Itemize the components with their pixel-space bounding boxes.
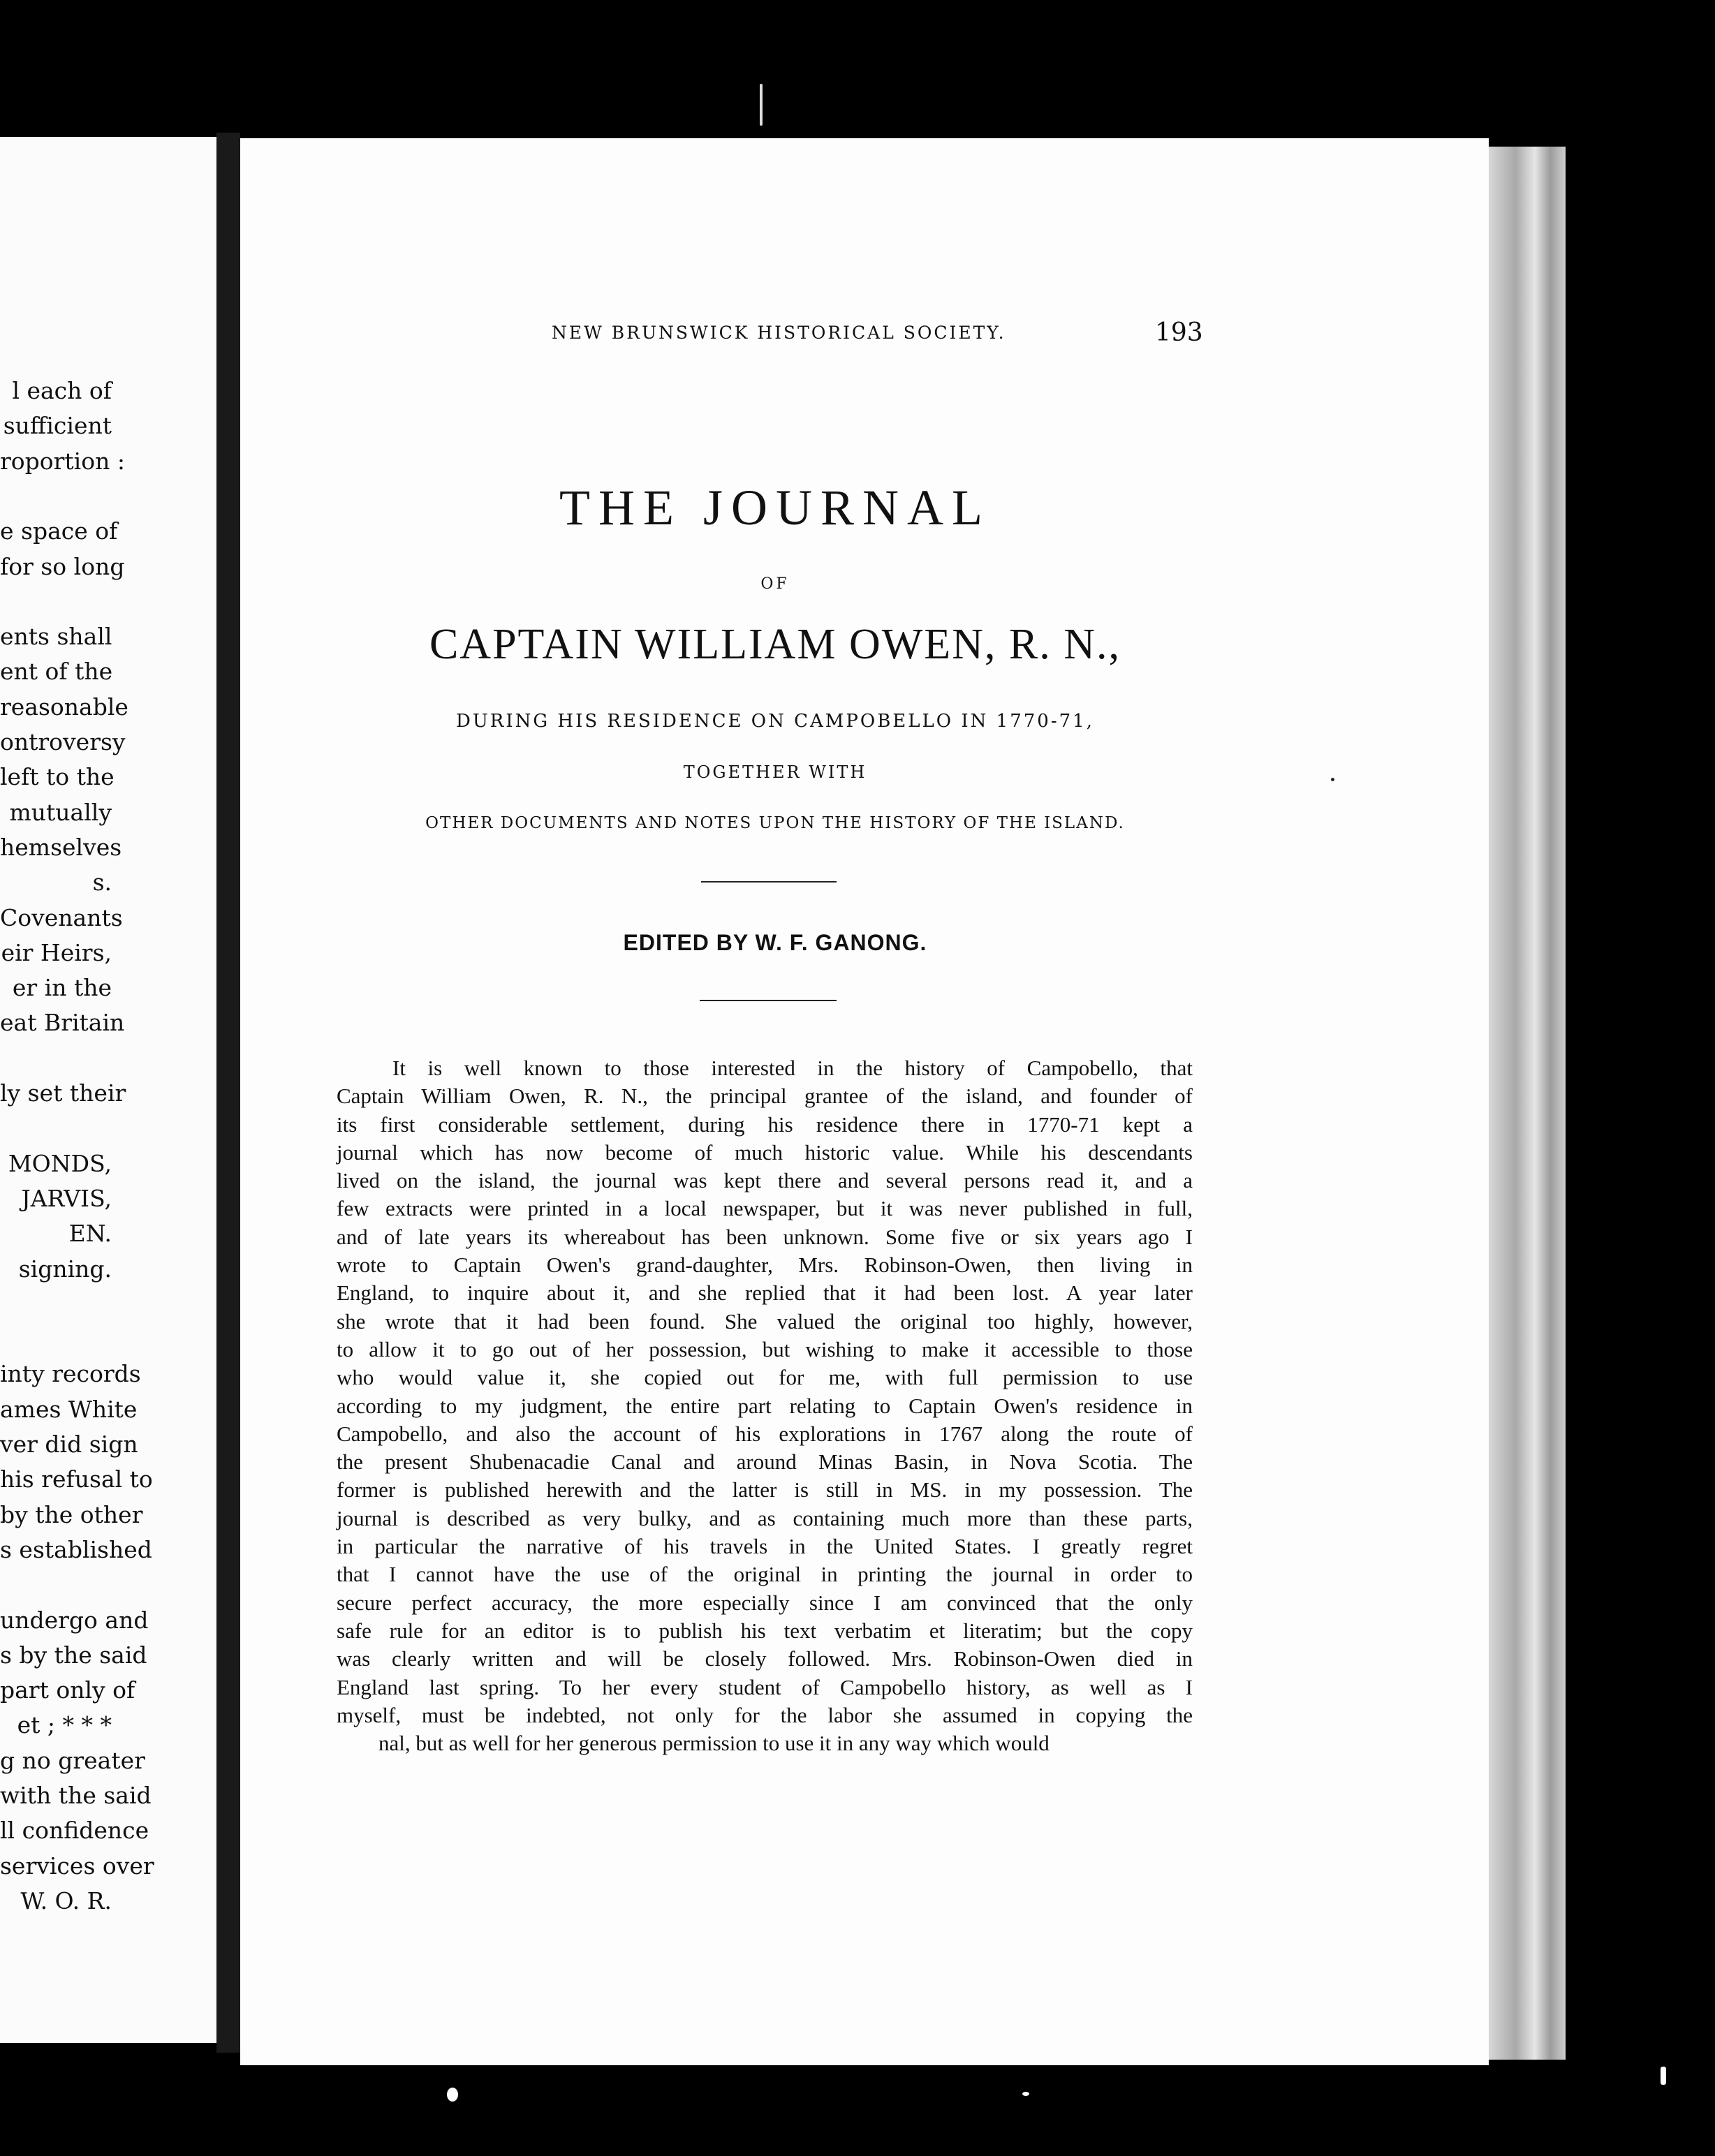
left-page-line: MONDS, <box>8 1149 112 1177</box>
left-page-line: hemselves <box>0 833 122 861</box>
left-page-line: s. <box>92 869 112 896</box>
body-line: secure perfect accuracy, the more especially since I am convinced that the only <box>337 1590 1193 1615</box>
body-line: that I cannot have the use of the original in printing the journal in order to <box>337 1562 1193 1587</box>
left-page-line: et ; * * * <box>17 1711 112 1739</box>
body-line: wrote to Captain Owen's grand-daughter, Mrs. Robinson-Owen, then living in <box>337 1253 1193 1278</box>
body-line: journal which has now become of much historic value. While his descendants <box>337 1139 1193 1165</box>
divider-rule-top <box>701 881 837 883</box>
title-other: OTHER DOCUMENTS AND NOTES UPON THE HISTORY OF THE ISLAND. <box>425 814 1125 832</box>
body-line: England, to inquire about it, and she replied that it had been lost. A year later <box>337 1280 1193 1306</box>
editor-credit: EDITED BY W. F. GANONG. <box>623 930 927 955</box>
body-line: according to my judgment, the entire part relating to Captain Owen's residence in <box>337 1393 1193 1418</box>
body-line: who would value it, she copied out for me, with full permission to use <box>337 1365 1193 1390</box>
left-facing-page <box>0 137 216 2043</box>
body-line: was clearly written and will be closely followed. Mrs. Robinson-Owen died in <box>337 1646 1193 1671</box>
body-line: Captain William Owen, R. N., the principal grantee of the island, and founder of <box>337 1084 1193 1109</box>
divider-rule-bottom <box>700 1000 837 1001</box>
page-edges <box>1489 147 1566 2060</box>
left-page-line: left to the <box>0 763 115 791</box>
left-page-line: s established <box>0 1535 152 1563</box>
left-page-line: ll confidence <box>0 1817 149 1845</box>
body-line: few extracts were printed in a local newspaper, but it was never published in full, <box>337 1196 1193 1221</box>
left-page-line: l each of <box>12 377 112 404</box>
book-gutter <box>216 133 240 2053</box>
left-page-line: services over <box>0 1852 154 1880</box>
left-page-line: ames White <box>0 1395 138 1423</box>
scan-speck <box>1661 2067 1666 2085</box>
left-page-line: ly set their <box>0 1079 126 1107</box>
left-page-line: undergo and <box>0 1606 149 1634</box>
body-line: England last spring. To her every student of Campobello history, as well as I <box>337 1674 1193 1699</box>
left-page-line: ent of the <box>0 658 113 686</box>
left-page-line: for so long <box>0 552 125 580</box>
body-line: myself, must be indebted, not only for the labor she assumed in copying the <box>337 1702 1193 1727</box>
body-line: lived on the island, the journal was kept there and several persons read it, and a <box>337 1168 1193 1193</box>
running-head: NEW BRUNSWICK HISTORICAL SOCIETY. <box>552 323 1006 343</box>
scan-speck <box>1022 2092 1029 2096</box>
title-together: TOGETHER WITH <box>683 762 867 782</box>
left-page-line: ver did sign <box>0 1431 138 1458</box>
body-line: It is well known to those interested in the history of Campobello, that <box>392 1056 1193 1080</box>
body-line: Campobello, and also the account of his explorations in 1767 along the route of <box>337 1421 1193 1446</box>
left-page-line: roportion : <box>0 447 125 475</box>
left-page-line: part only of <box>0 1676 135 1704</box>
body-line: former is published herewith and the latter is still in MS. in my possession. The <box>337 1477 1193 1502</box>
left-page-line: mutually <box>9 798 112 826</box>
left-page-line: JARVIS, <box>21 1184 112 1212</box>
title-subject: CAPTAIN WILLIAM OWEN, R. N., <box>429 621 1121 668</box>
page-number: 193 <box>1155 318 1203 347</box>
title-of: OF <box>760 575 790 593</box>
left-page-line: EN. <box>68 1220 112 1248</box>
scan-speck <box>760 84 763 126</box>
left-page-line: s by the said <box>0 1641 147 1669</box>
body-line: and of late years its whereabout has been unknown. Some five or six years ago I <box>337 1224 1193 1249</box>
left-page-line: ontroversy <box>0 728 126 755</box>
body-line: its first considerable settlement, during his residence there in 1770-71 kept a <box>337 1112 1193 1137</box>
left-page-line: W. O. R. <box>20 1886 112 1914</box>
body-line: to allow it to go out of her possession, but wishing to make it accessible to those <box>337 1336 1193 1361</box>
body-line: safe rule for an editor is to publish his text verbatim et literatim; but the copy <box>337 1618 1193 1643</box>
left-page-line: reasonable <box>0 693 128 721</box>
title-during: DURING HIS RESIDENCE ON CAMPOBELLO IN 1770-71, <box>456 711 1094 732</box>
journal-title: THE JOURNAL <box>559 480 991 536</box>
left-page-line: eat Britain <box>0 1009 125 1037</box>
body-line: journal is described as very bulky, and as containing much more than these parts, <box>337 1505 1193 1530</box>
body-line: the present Shubenacadie Canal and around Minas Basin, in Nova Scotia. The <box>337 1449 1193 1475</box>
left-page-line: g no greater <box>0 1746 145 1774</box>
left-page-line: his refusal to <box>0 1465 153 1493</box>
body-line: nal, but as well for her generous permission to use it in any way which would <box>378 1731 1050 1756</box>
scan-speck <box>447 2088 458 2102</box>
left-page-line: signing. <box>18 1255 112 1283</box>
left-page-line: by the other <box>0 1500 143 1528</box>
left-page-line: ents shall <box>0 623 112 651</box>
body-line: in particular the narrative of his travels in the United States. I greatly regret <box>337 1534 1193 1559</box>
left-page-line: inty records <box>0 1360 141 1388</box>
left-page-line: er in the <box>12 974 112 1002</box>
body-paragraph <box>337 1054 1193 1757</box>
left-page-line: with the said <box>0 1782 152 1809</box>
left-page-line: e space of <box>0 517 118 545</box>
left-page-line: sufficient <box>3 412 112 440</box>
left-page-line: Covenants <box>0 903 123 931</box>
scan-speck <box>1331 778 1334 781</box>
left-page-line: eir Heirs, <box>1 938 112 966</box>
body-line: she wrote that it had been found. She valued the original too highly, however, <box>337 1308 1193 1334</box>
